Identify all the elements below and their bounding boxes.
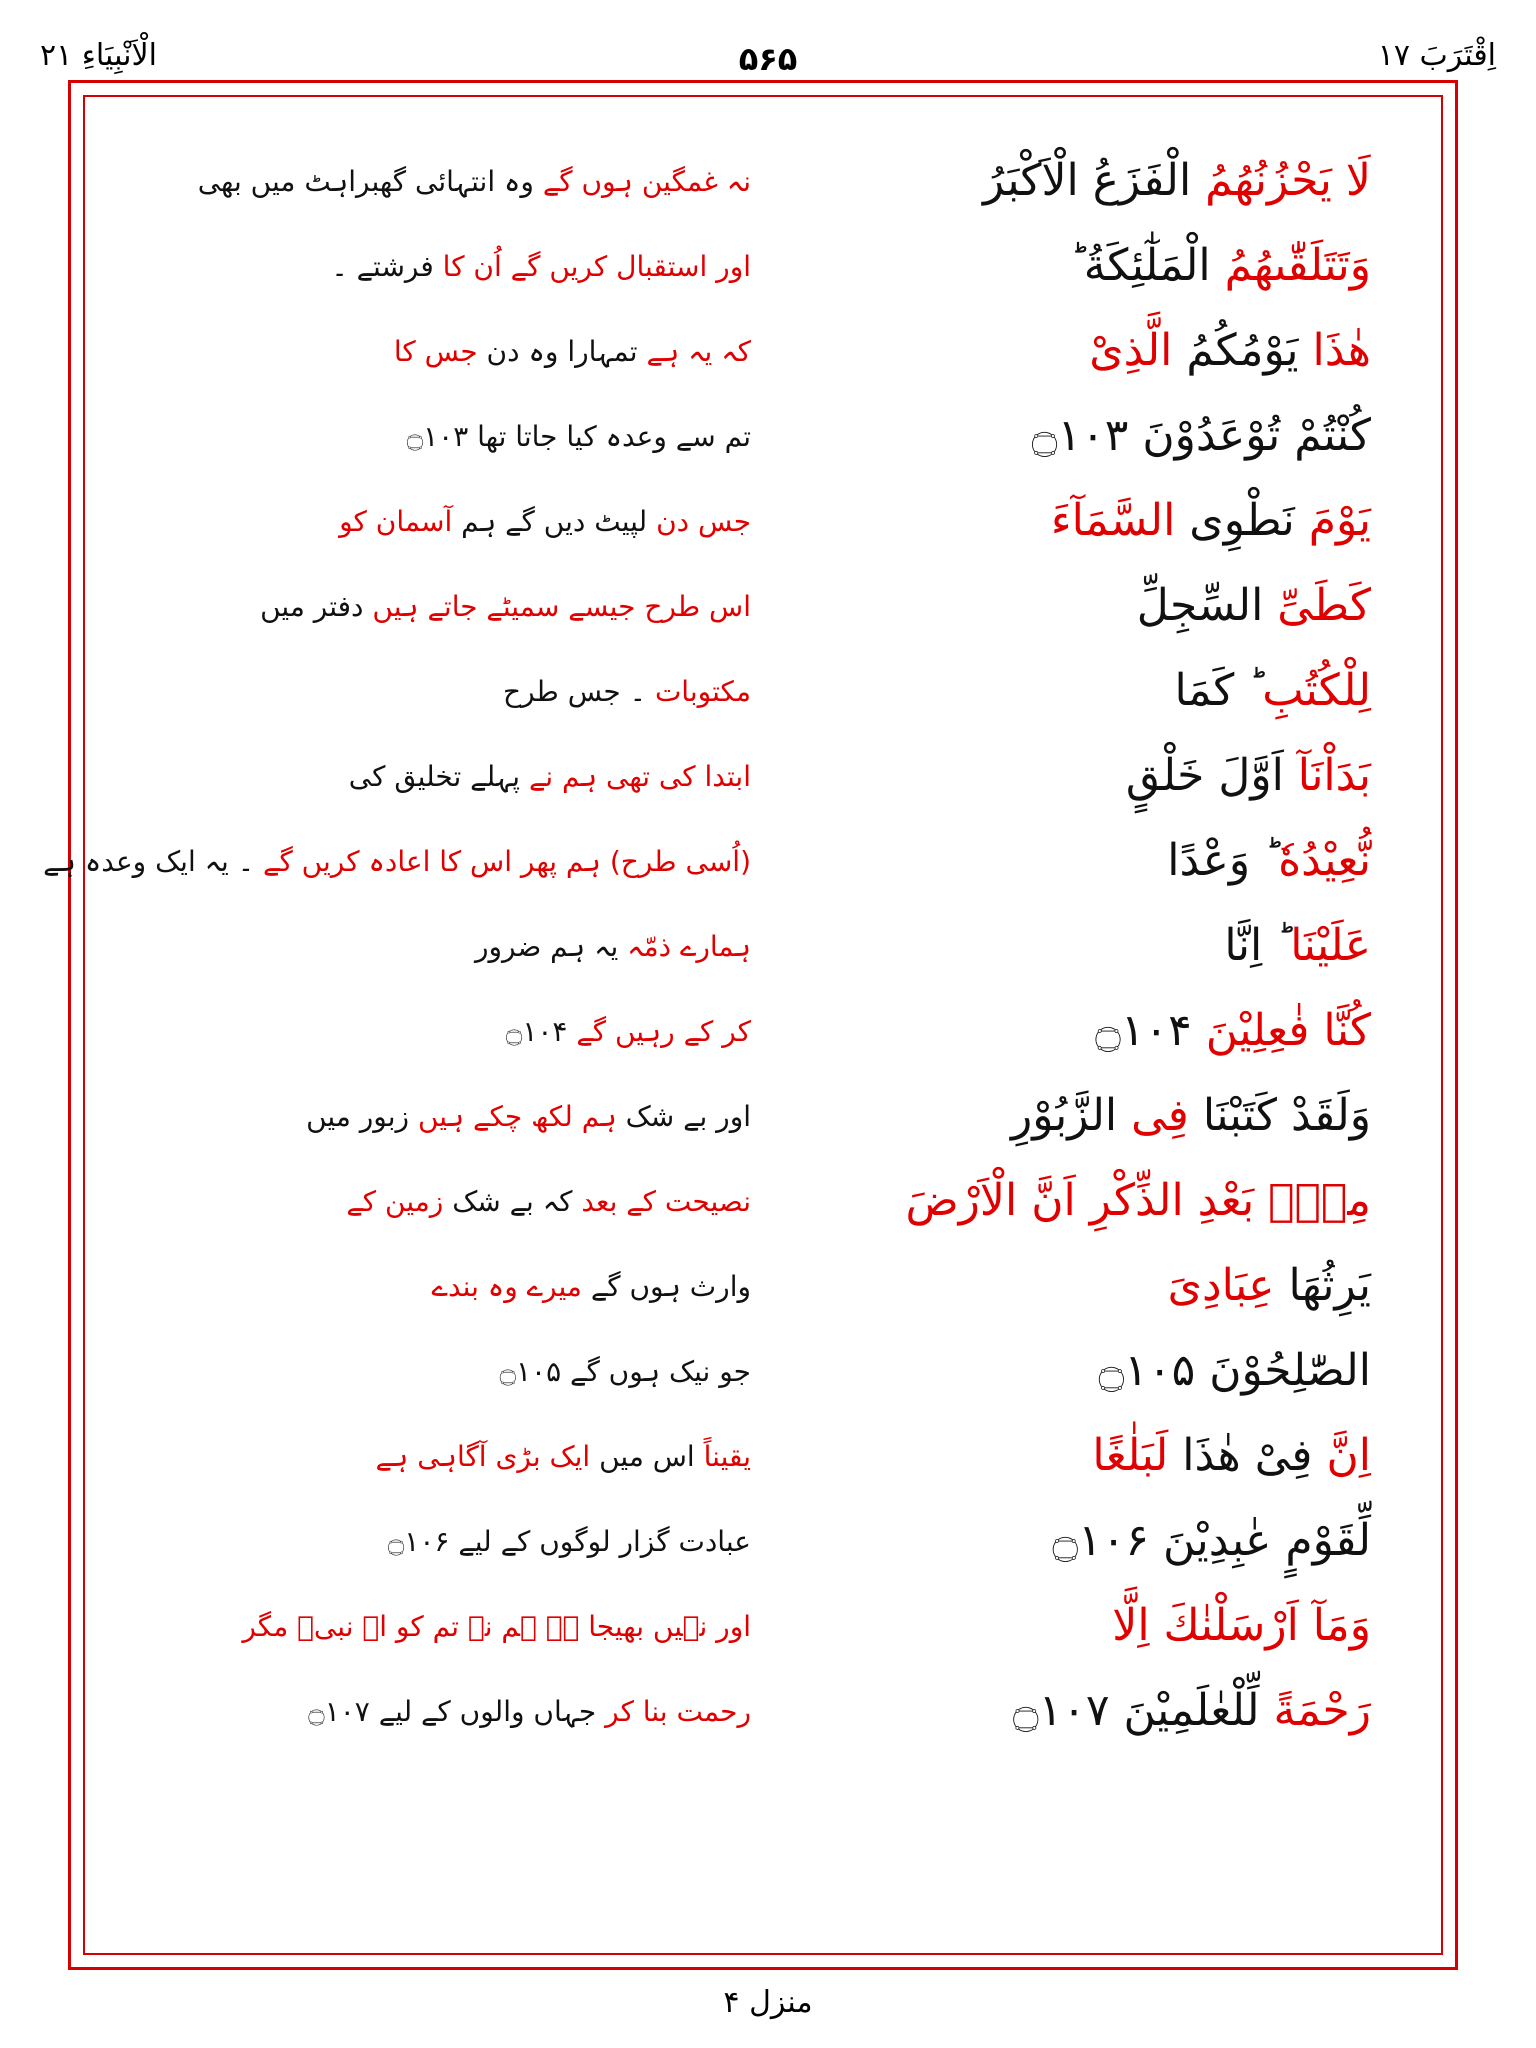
urdu-segment: جس دن [656, 505, 751, 538]
urdu-translation [191, 1355, 751, 1388]
urdu-segment: وارث ہوں گے [581, 1270, 751, 1303]
header-surah-part: اِقْتَرَبَ ۱۷ [1377, 38, 1496, 73]
arabic-segment: بَدَاْنَآ [1297, 750, 1371, 801]
arabic-segment: يَرِثُهَا [1288, 1260, 1371, 1311]
urdu-translation [191, 505, 751, 538]
arabic-segment: لِّلْعٰلَمِيْنَ ۝۱۰۷ [1012, 1685, 1274, 1736]
verse-line [85, 230, 1441, 316]
arabic-text [1167, 835, 1371, 886]
arabic-segment: الْمَلٰٓئِكَةُ ؕ [1069, 240, 1225, 291]
verse-line [85, 655, 1441, 741]
urdu-segment: زمین کے [346, 1185, 444, 1218]
urdu-segment: ہم لکھ چکے ہیں [417, 1100, 617, 1133]
arabic-segment: يَوْمُكُمُ [1172, 325, 1313, 376]
page-frame [43, 80, 1458, 1970]
arabic-text [1052, 1515, 1371, 1566]
arabic-segment: لِّقَوْمٍ عٰبِدِيْنَ ۝۱۰۶ [1052, 1515, 1371, 1566]
arabic-segment: مِنْۢ بَعْدِ الذِّكْرِ اَنَّ الْاَرْضَ [905, 1175, 1371, 1226]
urdu-segment: فرشتے ۔ [331, 250, 443, 283]
arabic-text [1013, 1685, 1371, 1736]
arabic-text [1174, 665, 1371, 716]
arabic-text [1092, 1430, 1371, 1481]
urdu-segment: پہلے تخلیق کی [348, 760, 529, 793]
arabic-text [1224, 920, 1371, 971]
urdu-segment: یقیناً [703, 1440, 751, 1473]
arabic-segment: وَمَآ اَرْسَلْنٰكَ اِلَّا [1112, 1600, 1371, 1651]
arabic-text [983, 155, 1371, 206]
page-number: ۵۶۵ [738, 40, 798, 78]
arabic-segment: كَطَىِّ [1277, 580, 1371, 631]
arabic-text [1089, 325, 1371, 376]
urdu-segment: اور استقبال کریں گے اُن کا [442, 250, 751, 283]
verse-line [85, 910, 1441, 996]
urdu-translation [191, 590, 751, 623]
verse-line [85, 1165, 1441, 1251]
urdu-segment: اس طرح جیسے سمیٹے جاتے ہیں [372, 590, 751, 623]
verse-line [85, 740, 1441, 826]
urdu-segment: تم سے وعدہ کیا جاتا تھا ۝۱۰۳ [406, 420, 751, 453]
urdu-translation [43, 845, 751, 878]
urdu-segment: ۔ یہ ایک وعدہ ہے [43, 845, 264, 878]
arabic-segment: الصّٰلِحُوْنَ ۝۱۰۵ [1098, 1345, 1371, 1396]
arabic-text [1070, 240, 1371, 291]
arabic-segment: ؕ وَعْدًا [1167, 835, 1279, 886]
urdu-segment: جس کا [393, 335, 478, 368]
urdu-translation [191, 1270, 751, 1303]
urdu-segment: زبور میں [306, 1100, 418, 1133]
urdu-segment: ۔ جس طرح [503, 675, 655, 708]
verse-line [85, 1080, 1441, 1166]
urdu-translation [191, 420, 751, 453]
arabic-segment: لَا يَحْزُنُهُمُ [1205, 155, 1371, 206]
arabic-segment: يَوْمَ [1308, 495, 1371, 546]
arabic-segment: كُنْتُمْ تُوْعَدُوْنَ ۝۱۰۳ [1031, 410, 1371, 461]
urdu-segment: ۝۱۰۴ [505, 1015, 577, 1048]
arabic-segment: وَلَقَدْ كَتَبْنَا [1202, 1090, 1371, 1141]
arabic-segment: نَطْوِى [1175, 495, 1309, 546]
urdu-segment: کہ یہ ہے [646, 335, 751, 368]
arabic-segment: لِلْكُتُبِ [1262, 665, 1371, 716]
arabic-segment: الزَّبُوْرِ [1010, 1090, 1118, 1141]
verse-line [85, 315, 1441, 401]
arabic-segment: وَتَتَلَقّٰىهُمُ [1224, 240, 1371, 291]
arabic-segment: رَحْمَةً [1273, 1685, 1371, 1736]
urdu-segment: رحمت بنا کر [605, 1695, 751, 1728]
manzil-footer: منزل ۴ [723, 1985, 813, 2020]
arabic-text [1168, 1260, 1371, 1311]
verse-line [85, 1335, 1441, 1421]
arabic-text [1137, 580, 1371, 631]
arabic-segment: الَّذِىْ [1089, 325, 1173, 376]
urdu-segment: میرے وہ بندے [431, 1270, 582, 1303]
arabic-segment: هٰذَا [1312, 325, 1371, 376]
urdu-translation [191, 1440, 751, 1473]
arabic-segment: نُّعِيْدُهٗ [1278, 835, 1371, 886]
urdu-segment: کہ بے شک [443, 1185, 582, 1218]
arabic-segment: ؕ كَمَا [1174, 665, 1263, 716]
urdu-segment: مکتوبات [654, 675, 751, 708]
urdu-translation [191, 335, 751, 368]
arabic-segment: عَلَيْنَا [1290, 920, 1371, 971]
urdu-translation [191, 760, 751, 793]
arabic-text [1112, 1600, 1371, 1651]
arabic-segment: ؕ اِنَّا [1224, 920, 1291, 971]
urdu-segment: اور نہیں بھیجا ہے ہم نے تم کو اے نبیؐ مگر [242, 1610, 751, 1643]
urdu-segment: نہ غمگین ہوں گے [542, 165, 751, 198]
urdu-translation [191, 250, 751, 283]
urdu-segment: (اُسی طرح) ہم پھر اس کا اعادہ کریں گے [263, 845, 751, 878]
urdu-translation [191, 930, 751, 963]
urdu-translation [191, 1100, 751, 1133]
header-surah-name: الْاَنْبِیَاءِ ۲۱ [40, 38, 157, 73]
urdu-segment: عبادت گزار لوگوں کے لیے ۝۱۰۶ [387, 1525, 751, 1558]
verse-line [85, 1590, 1441, 1676]
urdu-segment: یہ ہم ضرور [474, 930, 628, 963]
arabic-text [905, 1175, 1371, 1226]
arabic-segment: فِىْ هٰذَا [1168, 1430, 1327, 1481]
urdu-segment: ابتدا کی تھی ہم نے [528, 760, 751, 793]
urdu-translation [191, 1610, 751, 1643]
arabic-text [1011, 1090, 1371, 1141]
urdu-segment: اور بے شک [616, 1100, 751, 1133]
urdu-segment: اس میں [590, 1440, 704, 1473]
verse-line [85, 1250, 1441, 1336]
urdu-segment: کر کے رہیں گے [576, 1015, 751, 1048]
urdu-segment: لپیٹ دیں گے ہم [452, 505, 657, 538]
arabic-text [1099, 1345, 1371, 1396]
arabic-segment: الْفَزَعُ الْاَكْبَرُ [982, 155, 1206, 206]
urdu-segment: آسمان کو [339, 505, 453, 538]
urdu-segment: جو نیک ہوں گے ۝۱۰۵ [499, 1355, 751, 1388]
urdu-segment: وہ انتہائی گھبراہٹ میں بھی [197, 165, 543, 198]
verse-line [43, 825, 1441, 911]
arabic-text [1095, 1005, 1371, 1056]
verse-line [85, 1675, 1441, 1761]
verse-line [85, 145, 1441, 231]
urdu-translation [191, 1185, 751, 1218]
arabic-segment: لَبَلٰغًا [1092, 1430, 1169, 1481]
urdu-segment: دفتر میں [260, 590, 373, 623]
urdu-translation [191, 165, 751, 198]
urdu-segment: جہاں والوں کے لیے ۝۱۰۷ [308, 1695, 606, 1728]
arabic-text [1051, 495, 1371, 546]
urdu-translation [191, 1525, 751, 1558]
urdu-segment: تمہارا وہ دن [477, 335, 647, 368]
arabic-segment: السِّجِلِّ [1136, 580, 1278, 631]
urdu-translation [191, 1015, 751, 1048]
urdu-segment: ایک بڑی آگاہی ہے [375, 1440, 591, 1473]
verse-line [85, 1420, 1441, 1506]
arabic-segment: اَوَّلَ خَلْقٍ [1125, 750, 1298, 801]
arabic-segment: السَّمَآءَ [1050, 495, 1176, 546]
arabic-segment: عِبَادِىَ [1167, 1260, 1289, 1311]
urdu-segment: ہمارے ذمّہ [627, 930, 751, 963]
arabic-segment: اِنَّ [1326, 1430, 1371, 1481]
verse-line [85, 485, 1441, 571]
arabic-segment: فِى [1117, 1090, 1203, 1141]
verse-line [85, 400, 1441, 486]
arabic-text [1032, 410, 1371, 461]
verse-line [85, 1505, 1441, 1591]
arabic-segment: ۝۱۰۴ [1095, 1005, 1206, 1056]
urdu-translation [191, 1695, 751, 1728]
urdu-translation [191, 675, 751, 708]
verse-line [85, 995, 1441, 1081]
arabic-text [1126, 750, 1371, 801]
verse-line [85, 570, 1441, 656]
arabic-segment: كُنَّا فٰعِلِيْنَ [1205, 1005, 1371, 1056]
urdu-segment: نصیحت کے بعد [581, 1185, 751, 1218]
